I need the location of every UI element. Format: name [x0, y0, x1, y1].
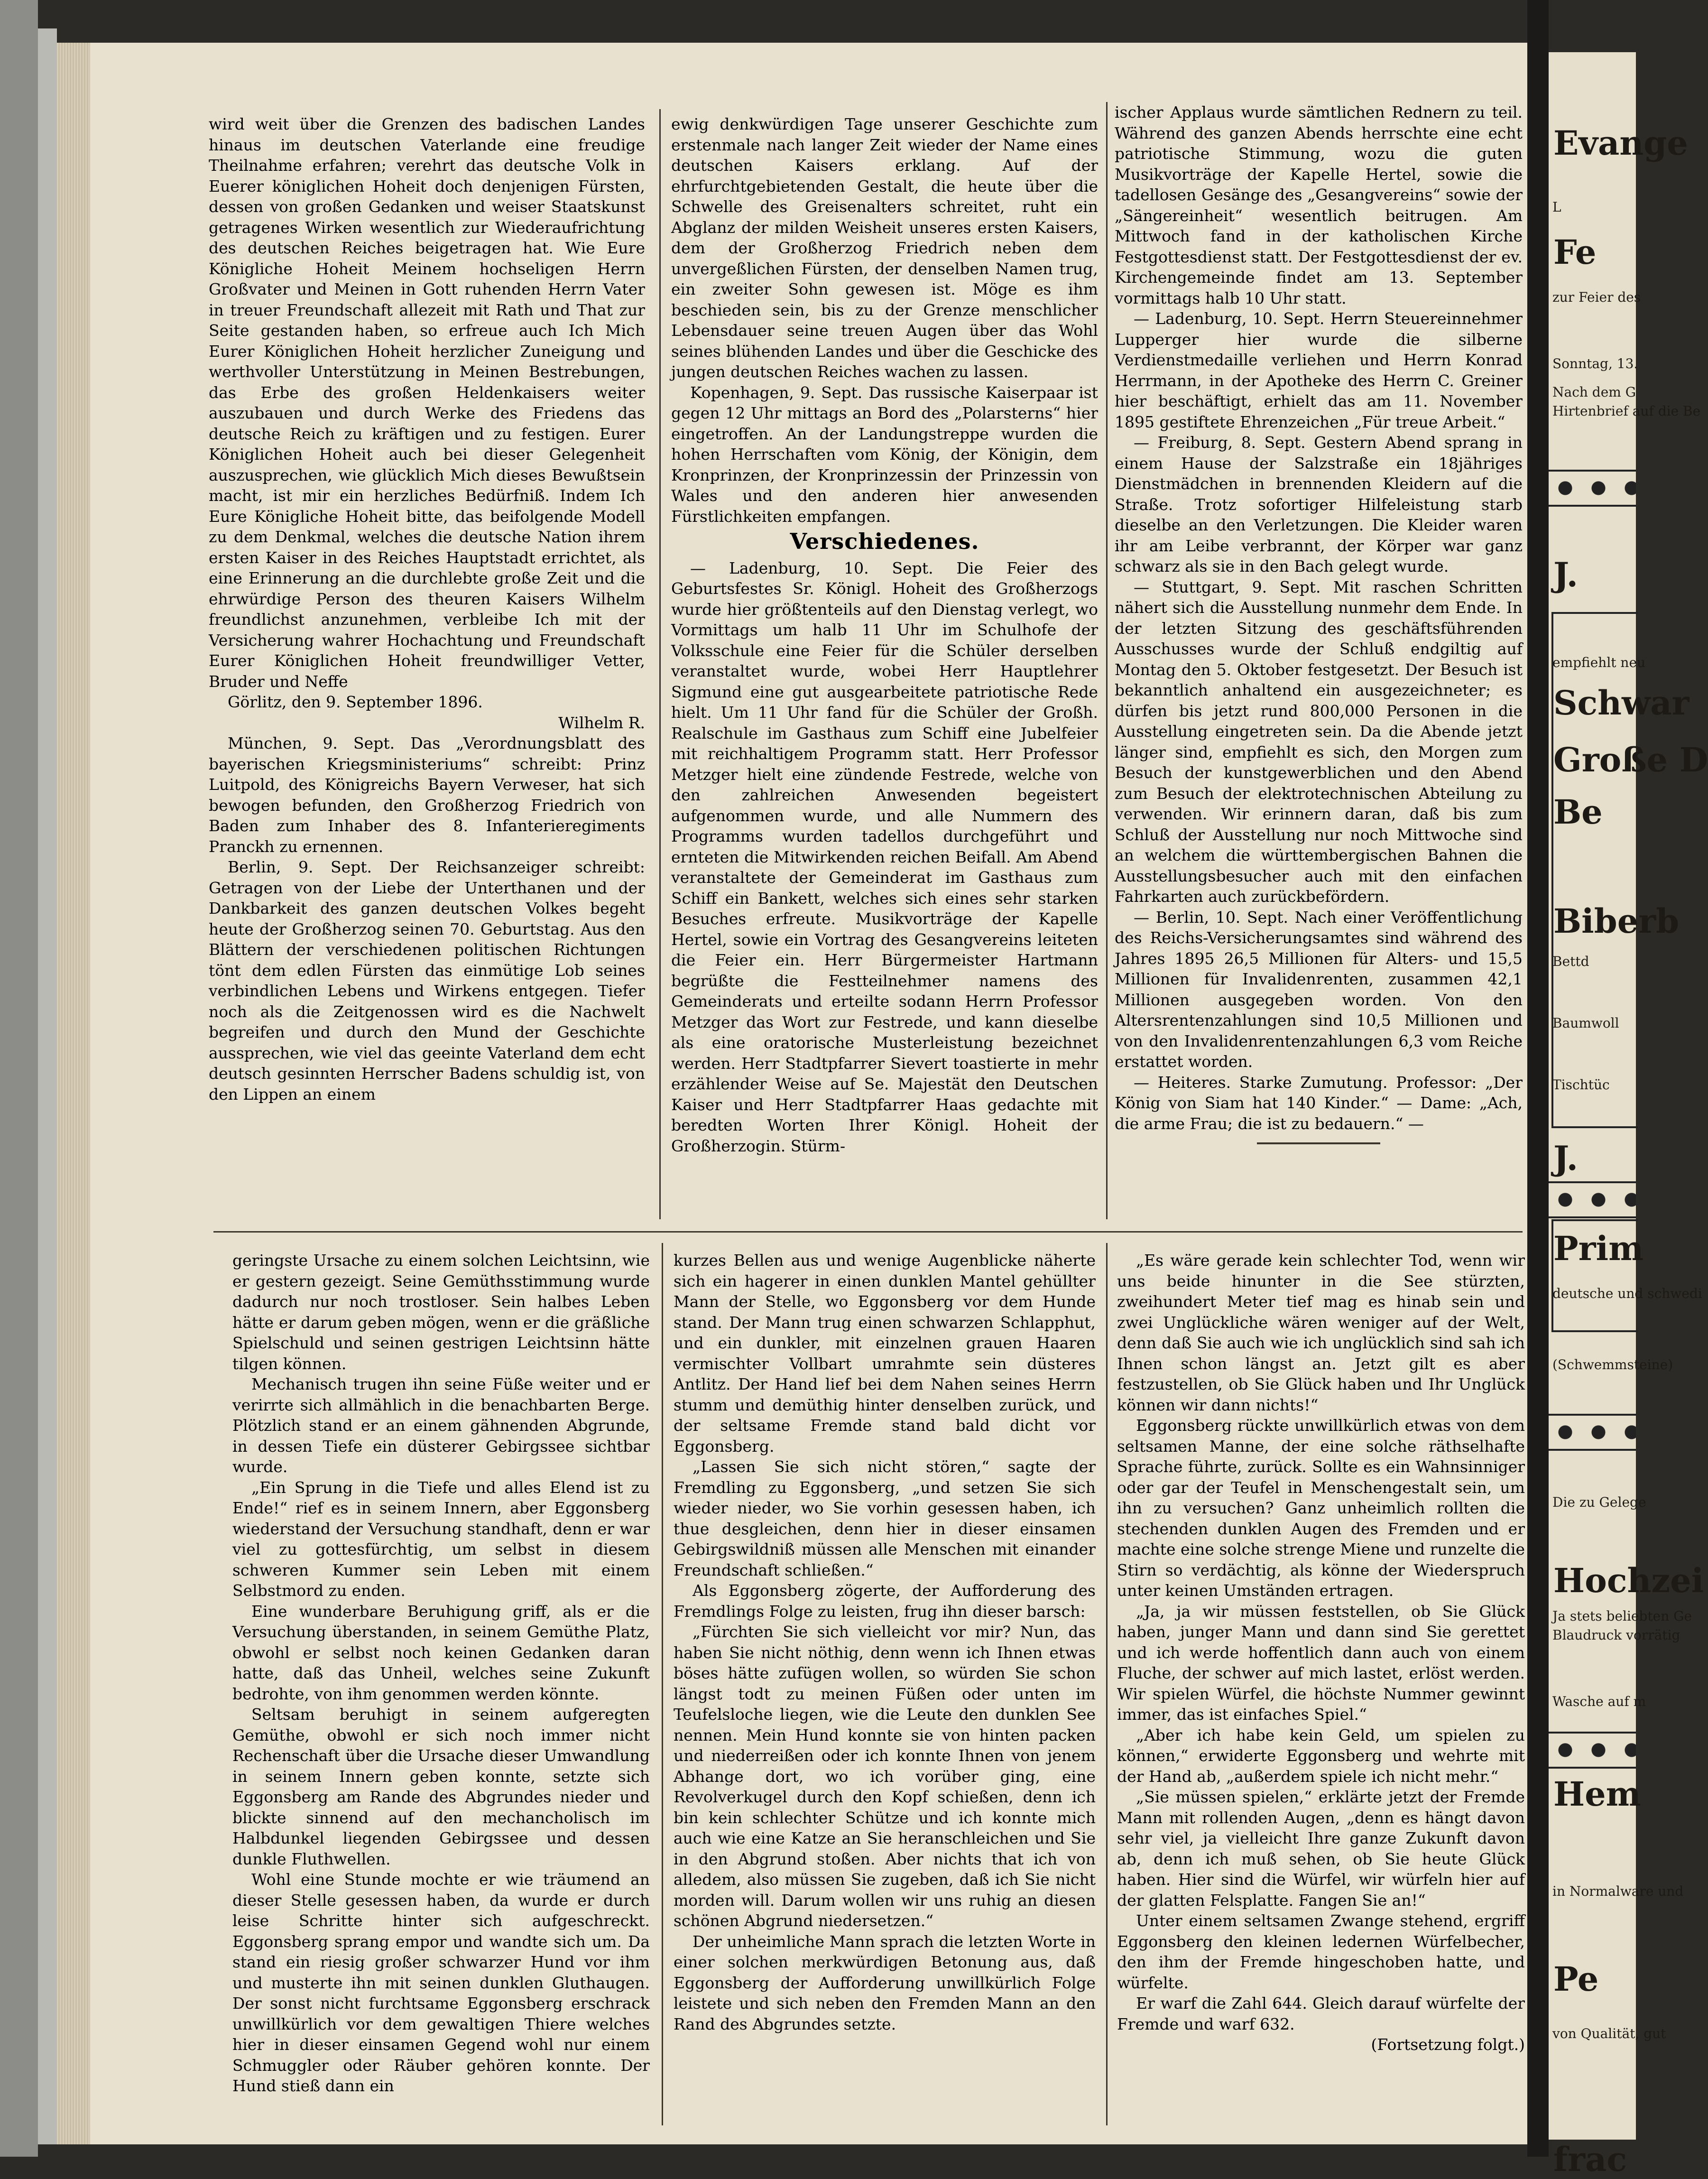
top-column-3 [1115, 102, 1523, 1207]
ornament-border [1549, 470, 1636, 507]
article-paragraph: — Heiteres. Starke Zumutung. Professor: „Der König von Siam hat 140 Kinder.“ — Dame: „Ach, die arme Frau; die ist zu bedauern.“ — [1115, 1073, 1523, 1133]
top-column-1 [209, 114, 645, 1219]
facing-page-text: L [1552, 199, 1561, 215]
column-rule [1106, 1243, 1108, 2125]
facing-page-headline: Hem [1553, 1774, 1641, 1814]
article-paragraph: — Ladenburg, 10. Sept. Herrn Steuereinnehmer Lupperger hier wurde die silberne Verdienstmedaille verliehen und Herrn Konrad Herrmann, in der Apotheke des Herrn C. Greiner hier beschäftigt, erhielt das am 11. November 1895 gestiftete Ehrenzeichen „Für treue Arbeit.“ [1115, 309, 1523, 431]
article-paragraph: „Ja, ja wir müssen feststellen, ob Sie Glück haben, junger Mann und dann sind Sie gerettet und ich werde hoffentlich dann auch von einem Fluche, der schwer auf mich lastet, erlöst werden. Wir spielen Würfel, die höchste Nummer gewinnt immer, das ist einfaches Spiel.“ [1117, 1602, 1525, 1724]
facing-page-headline: Große D [1553, 740, 1708, 779]
page-stack-edges [57, 43, 90, 2144]
article-paragraph: „Fürchten Sie sich vielleicht vor mir? Nun, das haben Sie nicht nöthig, denn wenn ich Ihnen etwas böses hätte zufügen wollen, so würden Sie schon längst todt zu meinen Füßen oder unten im Teufelsloche liegen, wie die Leute den dunklen See nennen. Mein Hund konnte sie von hinten packen und niederreißen oder ich konnte Ihnen von jenem Abhange dort, wo ich vorüber ging, eine Revolverkugel durch den Kopf schießen, denn ich bin kein schlechter Schütze und ich konnte mich auch wie eine Katze an Sie heranschleichen und Sie in den Abgrund stoßen. Aber nichts that ich von alledem, also müssen Sie zugeben, daß ich Sie nicht morden will. Darum wollen wir uns ruhig an diesen schönen Abgrund niedersetzen.“ [674, 1623, 1096, 1930]
article-paragraph: Eggonsberg rückte unwillkürlich etwas von dem seltsamen Manne, der eine solche räthselhafte Sprache führte, zurück. Sollte es ein Wahnsinniger oder gar der Teufel in Menschengestalt sein, um ihn zu versuchen? Ganz unheimlich rollten die stechenden dunklen Augen des Fremden und er machte eine solche strenge Miene und runzelte die Stirn so verdächtig, als könne der Wiederspruch unter keinen Umständen ertragen. [1117, 1416, 1525, 1600]
facing-page-text: Bettd [1552, 954, 1589, 969]
facing-page-text: deutsche und schwedi [1552, 1286, 1702, 1301]
article-paragraph: Wohl eine Stunde mochte er wie träumend an dieser Stelle gesessen haben, da wurde er durch leise Schritte hinter sich aufgeschreckt. Eggonsberg sprang empor und wandte sich um. Da stand ein riesig großer schwarzer Hund vor ihm und musterte ihn mit seinen dunklen Gluthaugen. Der sonst nicht furchtsame Eggonsberg erschrack unwillkürlich vor dem gewaltigen Thiere welches hier in dieser einsamen Gegend wohl nur einem Schmuggler oder Räuber gehören konnte. Der Hund stieß dann ein [232, 1870, 650, 2095]
column-rule [662, 1243, 663, 2125]
facing-page-headline: Prim [1553, 1229, 1644, 1268]
article-paragraph: Wilhelm R. [558, 713, 645, 732]
end-rule [1257, 1142, 1380, 1144]
article-paragraph: kurzes Bellen aus und wenige Augenblicke näherte sich ein hagerer in einen dunklen Mantel gehüllter Mann der Stelle, wo Eggonsberg vor dem Hunde stand. Der Mann trug einen schwarzen Schlapphut, und ein dunkler, mit einzelnen grauen Haaren vermischter Vollbart umrahmte sein düsteres Antlitz. Der Hand lief bei dem Nahen seines Herrn stumm und demüthig hinter denselben zurück, und der seltsame Fremde stand bald dicht vor Eggonsberg. [674, 1251, 1096, 1456]
facing-page-headline: Hochzei [1553, 1561, 1704, 1600]
article-paragraph: Kopenhagen, 9. Sept. Das russische Kaiserpaar ist gegen 12 Uhr mittags an Bord des „Polarsterns“ hier eingetroffen. An der Landungstreppe wurden die hohen Herrschaften vom König, der Königin, dem Kronprinzen, der Kronprinzessin der Prinzessin von Wales und den anderen hier anwesenden Fürstlichkeiten empfangen. [671, 383, 1098, 526]
article-paragraph: „Es wäre gerade kein schlechter Tod, wenn wir uns beide hinunter in die See stürzten, zweihundert Meter tief mag es hinab sein und zwei Unglückliche wären weniger auf der Welt, denn daß Sie auch wie ich unglücklich sind sah ich Ihnen schon längst an. Jetzt gilt es aber festzustellen, ob Sie Glück haben und Ihr Unglück können wir dann nichts!“ [1117, 1251, 1525, 1414]
facing-page-headline: Schwar [1553, 683, 1690, 723]
article-paragraph: „Sie müssen spielen,“ erklärte jetzt der Fremde Mann mit rollenden Augen, „denn es hängt davon sehr viel, ja vielleicht Ihre ganze Zukunft davon ab, denn ich muß sehen, ob Sie heute Glück haben. Hier sind die Würfel, wir würfeln hier auf der glatten Felsplatte. Fangen Sie an!“ [1117, 1788, 1525, 1910]
feuilleton-column-3 [1117, 1250, 1525, 2123]
column-rule [1106, 102, 1108, 1219]
binding-edge-inner [38, 28, 57, 2144]
article-paragraph: Er warf die Zahl 644. Gleich darauf würfelte der Fremde und warf 632. [1117, 1994, 1525, 2033]
article-paragraph: Der unheimliche Mann sprach die letzten Worte in einer solchen merkwürdigen Betonung aus, daß Eggonsberg der Aufforderung unwillkürlich Folge leistete und sich neben den Fremden Mann an den Rand des Abgrundes setzte. [674, 1932, 1096, 2033]
article-paragraph: ewig denkwürdigen Tage unserer Geschichte zum erstenmale nach langer Zeit wieder der Name eines deutschen Kaisers erklang. Auf der ehrfurchtgebietenden Gestalt, die heute über die Schwelle des Greisenalters schreitet, ruht ein Abglanz der milden Weisheit unseres ersten Kaisers, dem der Großherzog Friedrich neben dem unvergeßlichen Fürsten, der denselben Namen trug, ein zweiter Sohn gewesen ist. Möge es ihm beschieden sein, bis zu der Grenze menschlicher Lebensdauer seine treuen Augen über das Wohl seines blühenden Landes und über die Geschicke des jungen deutschen Reiches wachen zu lassen. [671, 115, 1098, 381]
facing-page-text: Wasche auf m [1552, 1694, 1646, 1709]
article-paragraph: „Aber ich habe kein Geld, um spielen zu können,“ erwiderte Eggonsberg und wehrte mit der Hand ab, „außerdem spiele ich nicht mehr.“ [1117, 1725, 1525, 1786]
facing-page-headline: J. [1553, 1139, 1579, 1178]
feuilleton-column-1 [232, 1250, 650, 2123]
facing-page-text: Die zu Gelege [1552, 1494, 1646, 1510]
article-paragraph: — Ladenburg, 10. Sept. Die Feier des Geburtsfestes Sr. Königl. Hoheit des Großherzogs wurde hier größtenteils auf den Dienstag verlegt, wo Vormittags um halb 11 Uhr im Schulhofe der Volksschule eine Feier für die Schüler derselben veranstaltet wurde, wobei Herr Hauptlehrer Sigmund eine gut ausgearbeitete patriotische Rede hielt. Um 11 Uhr fand für die Schüler der Großh. Realschule im Gasthaus zum Schiff eine Jubelfeier mit reichhaltigem Programm statt. Herr Professor Metzger hielt eine zündende Festrede, welche von den zahlreichen Anwesenden begeistert aufgenommen wurde, und alle Nummern des Programms wurden tadellos durchgeführt und ernteten die Mitwirkenden reichen Beifall. Am Abend veranstaltete der Gemeinderat im Gasthaus zum Schiff ein Bankett, welches sich eines sehr starken Besuches erfreute. Musikvorträge der Kapelle Hertel, sowie ein Vortrag des Gesangvereins leiteten die Feier ein. Herr Bürgermeister Hartmann begrüßte die Festteilnehmer namens des Gemeinderats und erteilte sodann Herrn Professor Metzger das Wort zur Festrede, und kann dieselbe als eine oratorische Musterleistung bezeichnet werden. Herr Stadtpfarrer Sievert toastierte in mehr erzählender Weise auf Se. Majestät den Deutschen Kaiser und Herr Stadtpfarrer Haas gedachte mit beredten Worten Ihrer Königl. Hoheit der Großherzogin. Stürm- [671, 558, 1098, 1155]
article-paragraph: geringste Ursache zu einem solchen Leichtsinn, wie er gestern gezeigt. Seine Gemüthsstimmung wurde dadurch nur noch trostloser. Sein halbes Leben hätte er darum geben mögen, wenn er die gräßliche Spielschuld und seinen gestrigen Leichtsinn hätte tilgen können. [232, 1251, 650, 1373]
facing-page-headline: Pe [1553, 1959, 1599, 1999]
facing-page-headline: Fe [1553, 232, 1597, 272]
article-paragraph: Seltsam beruhigt in seinem aufgeregten Gemüthe, obwohl er sich noch immer nicht Rechenschaft über die Ursache dieser Umwandlung in seinem Innern geben konnte, setzte sich Eggonsberg am Rande des Abgrundes nieder und blickte sinnend auf den mechancholisch im Halbdunkel liegenden Gebirgssee und dessen dunkle Fluthwellen. [232, 1705, 650, 1868]
article-paragraph: Als Eggonsberg zögerte, der Aufforderung des Fremdlings Folge zu leisten, frug ihn dieser barsch: [674, 1581, 1096, 1621]
facing-page-headline: Biberb [1553, 901, 1680, 941]
facing-page-text: zur Feier des [1552, 289, 1641, 305]
facing-page-text: empfiehlt neu [1552, 655, 1646, 670]
book-gutter [1527, 0, 1549, 2157]
facing-page-headline: frac [1553, 2140, 1627, 2179]
article-paragraph: (Fortsetzung folgt.) [1371, 2035, 1525, 2054]
article-paragraph: Mechanisch trugen ihn seine Füße weiter und er verirrte sich allmählich in die benachbarten Berge. Plötzlich stand er an einem gähnenden Abgrunde, in dessen Tiefe ein düsterer Gebirgssee sichtbar wurde. [232, 1375, 650, 1476]
facing-page-edge [1549, 52, 1708, 2179]
article-paragraph: — Freiburg, 8. Sept. Gestern Abend sprang in einem Hause der Salzstraße ein 18jähriges Dienstmädchen in brennenden Kleidern auf die Straße. Trotz sofortiger Hilfeleistung starb dieselbe an den Verletzungen. Die Kleider waren ihr am Leibe verbrannt, der Körper war ganz schwarz als sie in den Bach gelegt wurde. [1115, 433, 1523, 575]
facing-page-text: Hirtenbrief auf die Be [1552, 403, 1701, 419]
facing-page-headline: Be [1553, 792, 1603, 832]
article-paragraph: Unter einem seltsamen Zwange stehend, ergriff Eggonsberg den kleinen ledernen Würfelbecher, den ihm der Fremde hingeschoben hatte, und würfelte. [1117, 1911, 1525, 1992]
feuilleton-column-2 [674, 1250, 1096, 2123]
facing-page-text: Tischtüc [1552, 1077, 1610, 1093]
facing-page-text: von Qualität, gut [1552, 2026, 1666, 2041]
article-paragraph: — Berlin, 10. Sept. Nach einer Veröffentlichung des Reichs-Versicherungsamtes sind während des Jahres 1895 26,5 Millionen für Alters- und 15,5 Millionen für Invalidenrenten, zusammen 42,1 Millionen ausgegeben worden. Von den Altersrentenzahlungen sind 10,5 Millionen und von den Invalidenrentenzahlungen 6,3 vom Reiche erstattet worden. [1115, 908, 1523, 1071]
facing-page-text: Baumwoll [1552, 1015, 1619, 1031]
facing-page-text: (Schwemmsteine) [1552, 1357, 1673, 1372]
article-paragraph: Berlin, 9. Sept. Der Reichsanzeiger schreibt: Getragen von der Liebe der Unterthanen und der Dankbarkeit des ganzen deutschen Volkes begeht heute der Großherzog seinen 70. Geburtstag. Aus den Blättern der verschiedenen politischen Richtungen tönt dem edlen Fürsten das einmütige Lob seines verbindlichen Lebens und Wirkens entgegen. Tiefer noch als die Zeitgenossen wird es die Nachwelt begreifen und durch den Mund der Geschichte aussprechen, wie viel das geeinte Vaterland dem echt deutsch gesinnten Herrscher Badens schuldig ist, von den Lippen an einem [209, 858, 645, 1103]
ornament-border [1549, 1732, 1636, 1769]
article-paragraph: wird weit über die Grenzen des badischen Landes hinaus im deutschen Vaterlande eine freudige Theilnahme erfahren; verehrt das deutsche Volk in Euerer königlichen Hoheit doch denjenigen Fürsten, dessen von großen Gedanken und weiser Staatskunst getragenes Wirken wesentlich zur Wiederaufrichtung des deutschen Reiches beigetragen hat. Wie Eure Königliche Hoheit Meinem hochseligen Herrn Großvater und Meinen in Gott ruhenden Herrn Vater in treuer Freundschaft allezeit mit Rath und That zur Seite gestanden haben, so erfreue auch Ich Mich Eurer Königlichen Hoheit herzlicher Zuneigung und werthvoller Unterstützung in Meinen Bestrebungen, das Erbe des großen Heldenkaisers weiter auszubauen und durch Werke des Friedens das deutsche Reich zu kräftigen und zu festigen. Eurer Königlichen Hoheit auch bei dieser Gelegenheit auszusprechen, wie glücklich Mich dieses Bewußtsein macht, ist mir ein herzliches Bedürfniß. Indem Ich Eure Königliche Hoheit bitte, das beifolgende Modell zu dem Denkmal, welches die deutsche Nation ihrem ersten Kaiser in des Reiches Hauptstadt errichtet, als eine Erinnerung an die durchlebte große Zeit und die ehrwürdige Person des theuren Kaisers Wilhelm freundlichst anzunehmen, verbleibe Ich mit der Versicherung wahrer Hochachtung und Freundschaft Eurer Königlichen Hoheit freundwilliger Vetter, Bruder und Neffe [209, 115, 645, 691]
article-paragraph: — Stuttgart, 9. Sept. Mit raschen Schritten nähert sich die Ausstellung nunmehr dem Ende. In der letzten Sitzung des geschäftsführenden Ausschusses wurde der Schluß endgiltig auf Montag den 5. Oktober festgesetzt. Der Besuch ist bekanntlich anhaltend ein ausgezeichneter; es dürfen bis jetzt rund 800,000 Personen in die Ausstellung eingetreten sein. Da die Abende jetzt länger sind, empfiehlt es sich, den Morgen zum Besuch der kunstgewerblichen und den Abend zum Besuch der elektrotechnischen Abteilung zu verwenden. Wir erinnern daran, daß bis zum Schluß der Ausstellung nur noch Mittwoche sind an welchem die württembergischen Bahnen die Ausstellungsbesucher auch mit den einfachen Fahrkarten auch zurückbefördern. [1115, 577, 1523, 906]
facing-page-headline: J. [1553, 555, 1579, 594]
article-paragraph: Görlitz, den 9. September 1896. [228, 693, 483, 711]
binding-edge [0, 0, 38, 2157]
article-paragraph: ischer Applaus wurde sämtlichen Rednern zu teil. Während des ganzen Abends herrschte eine echt patriotische Stimmung, wozu die guten Musikvorträge der Kapelle Hertel, sowie die tadellosen Gesänge des „Gesangvereins“ sowie der „Sängereinheit“ wesentlich beitrugen. Am Mittwoch fand in der katholischen Kirche Festgottesdienst statt. Der Festgottesdienst der ev. Kirchengemeinde findet am 13. September vormittags halb 10 Uhr statt. [1115, 103, 1523, 307]
ornament-border [1549, 1414, 1636, 1451]
article-paragraph: München, 9. Sept. Das „Verordnungsblatt des bayerischen Kriegsministeriums“ schreibt: Prinz Luitpold, des Königreichs Bayern Verweser, hat sich bewogen befunden, den Großherzog Friedrich von Baden zum Inhaber des 8. Infanterieregiments Pranckh zu ernennen. [209, 734, 645, 856]
facing-page-text: Nach dem G [1552, 384, 1636, 400]
column-rule [659, 109, 661, 1219]
facing-page-text: Blaudruck vorrätig [1552, 1627, 1680, 1643]
facing-page-headline: Evange [1553, 123, 1688, 163]
section-divider [213, 1231, 1523, 1233]
article-paragraph: „Ein Sprung in die Tiefe und alles Elend ist zu Ende!“ rief es in seinem Innern, aber Eggonsberg wiederstand der Versuchung standhaft, denn er war viel zu gottesfürchtig, um selbst in diesem schweren Kummer sein Leben mit einem Selbstmord zu enden. [232, 1478, 650, 1600]
section-heading: Verschiedenes. [790, 529, 979, 554]
ornament-border [1549, 1181, 1636, 1218]
facing-page-text: Sonntag, 13. [1552, 356, 1638, 371]
top-column-2 [671, 114, 1098, 1219]
article-paragraph: Eine wunderbare Beruhigung griff, als er die Versuchung überstanden, in seinem Gemüthe Platz, obwohl er selbst noch keinen Gedanken daran hatte, daß das Unheil, welches seine Zukunft bedrohte, von ihm genommen werden könnte. [232, 1602, 650, 1703]
article-paragraph: „Lassen Sie sich nicht stören,“ sagte der Fremdling zu Eggonsberg, „und setzen Sie sich wieder nieder, wo Sie vorhin gesessen haben, ich thue desgleichen, denn hier in dieser einsamen Gebirgswildniß müssen alle Menschen mit einander Freundschaft schließen.“ [674, 1457, 1096, 1579]
facing-page-text: Ja stets beliebten Ge [1552, 1608, 1692, 1624]
facing-page-text: in Normalware und [1552, 1883, 1684, 1899]
